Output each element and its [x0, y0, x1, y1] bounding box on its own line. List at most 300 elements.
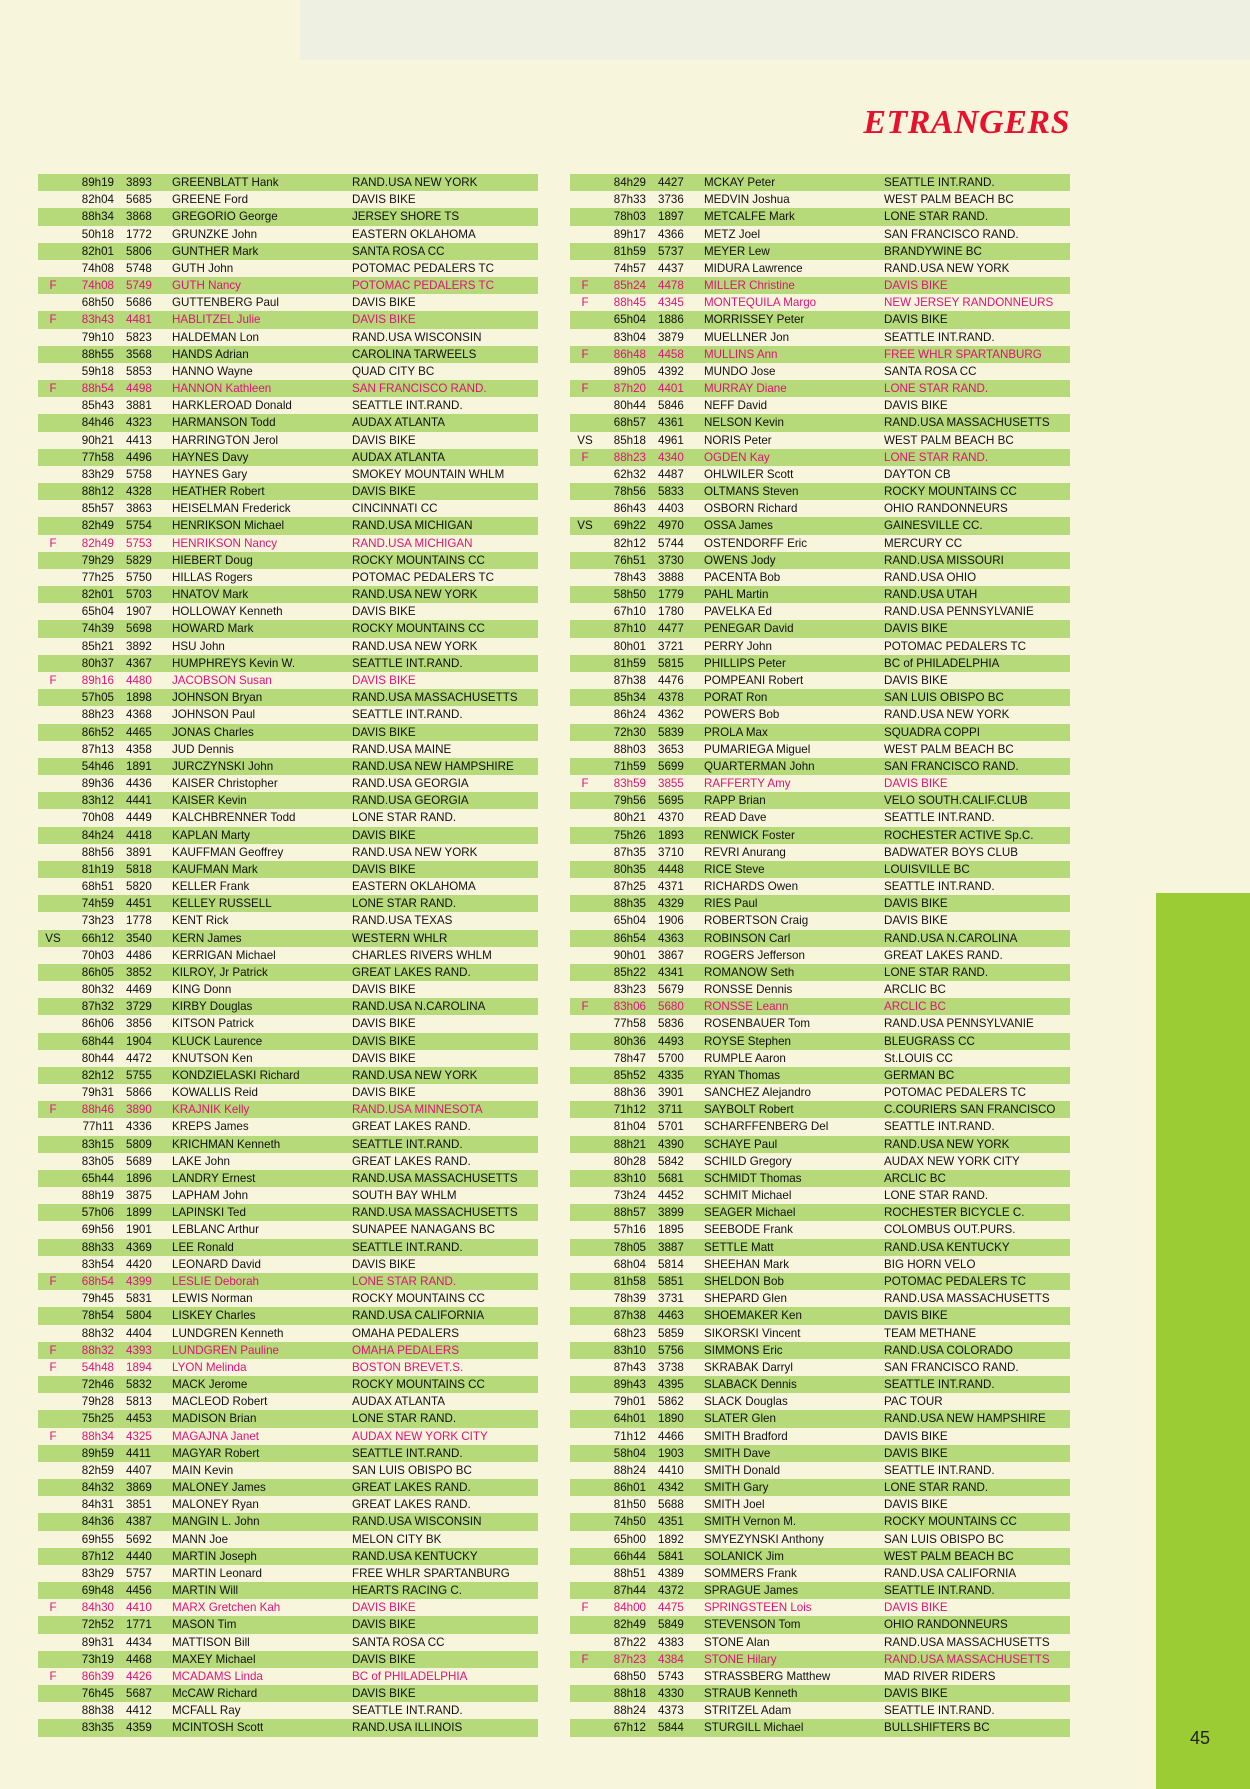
- finish-time: 78h05: [613, 1240, 646, 1254]
- table-row: [38, 260, 538, 277]
- finish-time: 72h52: [81, 1618, 114, 1632]
- club-name: SEATTLE INT.RAND.: [352, 656, 463, 670]
- club-name: SANTA ROSA CC: [352, 1635, 445, 1649]
- rider-name: LAPHAM John: [172, 1189, 249, 1203]
- rider-number: 5862: [658, 1395, 684, 1409]
- rider-name: MARTIN Will: [172, 1584, 239, 1598]
- club-name: RAND.USA MICHIGAN: [352, 519, 473, 533]
- rider-name: MALONEY James: [172, 1481, 266, 1495]
- table-row: [570, 1599, 1070, 1616]
- rider-number: 3875: [126, 1189, 152, 1203]
- finish-time: 85h18: [613, 433, 646, 447]
- table-row: [38, 792, 538, 809]
- club-name: GERMAN BC: [884, 1068, 955, 1082]
- club-name: RAND.USA CALIFORNIA: [352, 1309, 485, 1323]
- table-row: [570, 1582, 1070, 1599]
- club-name: SEATTLE INT.RAND.: [884, 330, 995, 344]
- table-row: [570, 775, 1070, 792]
- finish-time: 82h49: [81, 536, 114, 550]
- rider-number: 4336: [126, 1120, 152, 1134]
- rider-number: 4393: [126, 1343, 152, 1357]
- finish-time: 80h37: [81, 656, 114, 670]
- rider-number: 5688: [658, 1498, 684, 1512]
- rider-number: 4970: [658, 519, 684, 533]
- rider-name: HARMANSON Todd: [172, 416, 276, 430]
- category-flag: F: [49, 279, 57, 293]
- rider-number: 5809: [126, 1137, 152, 1151]
- rider-number: 3653: [658, 742, 684, 756]
- finish-time: 88h24: [613, 1704, 646, 1718]
- rider-number: 3721: [658, 639, 684, 653]
- finish-time: 69h48: [81, 1584, 114, 1598]
- rider-number: 4362: [658, 708, 684, 722]
- finish-time: 79h10: [81, 330, 114, 344]
- club-name: RAND.USA NEW HAMPSHIRE: [884, 1412, 1046, 1426]
- finish-time: 74h39: [81, 622, 114, 636]
- finish-time: 86h39: [81, 1669, 114, 1683]
- club-name: DAVIS BIKE: [352, 673, 416, 687]
- rider-name: RENWICK Foster: [704, 828, 795, 842]
- rider-number: 4371: [658, 880, 684, 894]
- club-name: RAND.USA GEORGIA: [352, 794, 469, 808]
- rider-number: 1895: [658, 1223, 684, 1237]
- club-name: CINCINNATI CC: [352, 502, 438, 516]
- finish-time: 86h54: [613, 931, 646, 945]
- club-name: SUNAPEE NANAGANS BC: [352, 1223, 496, 1237]
- club-name: RAND.USA COLORADO: [884, 1343, 1013, 1357]
- club-name: DAVIS BIKE: [352, 313, 416, 327]
- table-row: [38, 535, 538, 552]
- rider-name: STEVENSON Tom: [704, 1618, 801, 1632]
- table-row: [38, 517, 538, 534]
- rider-name: MCFALL Ray: [172, 1704, 241, 1718]
- rider-name: SANCHEZ Alejandro: [704, 1086, 811, 1100]
- rider-number: 1772: [126, 227, 152, 241]
- club-name: LOUISVILLE BC: [884, 862, 970, 876]
- rider-name: MCINTOSH Scott: [172, 1721, 264, 1735]
- rider-number: 4411: [126, 1446, 151, 1460]
- category-flag: F: [49, 673, 57, 687]
- rider-name: RICE Steve: [704, 862, 765, 876]
- rider-name: ROSENBAUER Tom: [704, 1017, 811, 1031]
- finish-time: 68h50: [81, 296, 114, 310]
- category-flag: F: [581, 347, 589, 361]
- finish-time: 69h55: [81, 1532, 114, 1546]
- rider-name: SHEPARD Glen: [704, 1292, 787, 1306]
- club-name: RAND.USA MASSACHUSETTS: [884, 1292, 1050, 1306]
- rider-number: 5681: [658, 1171, 684, 1185]
- finish-time: 58h04: [613, 1446, 646, 1460]
- table-row: [570, 569, 1070, 586]
- rider-number: 5829: [126, 553, 152, 567]
- table-row: [38, 1033, 538, 1050]
- rider-number: 3879: [658, 330, 684, 344]
- finish-time: 84h30: [81, 1601, 114, 1615]
- table-row: [570, 1187, 1070, 1204]
- rider-name: SLABACK Dennis: [704, 1378, 797, 1392]
- club-name: DAVIS BIKE: [352, 828, 416, 842]
- rider-number: 4486: [126, 948, 152, 962]
- club-name: AUDAX ATLANTA: [352, 1395, 445, 1409]
- rider-number: 4487: [658, 467, 684, 481]
- finish-time: 75h25: [81, 1412, 114, 1426]
- rider-number: 3891: [126, 845, 152, 859]
- table-row: [570, 1170, 1070, 1187]
- finish-time: 81h59: [613, 244, 646, 258]
- club-name: SMOKEY MOUNTAIN WHLM: [352, 467, 505, 481]
- finish-time: 83h06: [613, 1000, 646, 1014]
- club-name: DAVIS BIKE: [352, 1051, 416, 1065]
- club-name: AUDAX ATLANTA: [352, 416, 445, 430]
- finish-time: 68h23: [613, 1326, 646, 1340]
- rider-name: SMITH Dave: [704, 1446, 771, 1460]
- finish-time: 87h12: [81, 1549, 114, 1563]
- rider-number: 3856: [126, 1017, 152, 1031]
- finish-time: 68h04: [613, 1257, 646, 1271]
- table-row: [38, 226, 538, 243]
- rider-name: JURCZYNSKI John: [172, 759, 274, 773]
- rider-number: 5754: [126, 519, 152, 533]
- club-name: AUDAX ATLANTA: [352, 450, 445, 464]
- finish-time: 87h33: [613, 193, 646, 207]
- table-row: [570, 655, 1070, 672]
- table-row: [38, 1702, 538, 1719]
- table-row: [38, 964, 538, 981]
- rider-number: 4434: [126, 1635, 152, 1649]
- rider-number: 5844: [658, 1721, 684, 1735]
- club-name: ROCKY MOUNTAINS CC: [884, 485, 1017, 499]
- finish-time: 65h04: [613, 313, 646, 327]
- finish-time: 78h56: [613, 485, 646, 499]
- finish-time: 86h52: [81, 725, 114, 739]
- rider-name: KILROY, Jr Patrick: [172, 965, 268, 979]
- club-name: DAVIS BIKE: [352, 193, 416, 207]
- club-name: OHIO RANDONNEURS: [884, 1618, 1008, 1632]
- finish-time: 80h44: [613, 399, 646, 413]
- table-row: [570, 1513, 1070, 1530]
- club-name: RAND.USA CALIFORNIA: [884, 1566, 1017, 1580]
- finish-time: 86h05: [81, 965, 114, 979]
- rider-number: 4370: [658, 811, 684, 825]
- club-name: RAND.USA KENTUCKY: [352, 1549, 478, 1563]
- rider-name: McCAW Richard: [172, 1687, 258, 1701]
- finish-time: 89h16: [81, 673, 114, 687]
- rider-name: READ Dave: [704, 811, 767, 825]
- category-flag: F: [49, 1669, 57, 1683]
- rider-name: OWENS Jody: [704, 553, 776, 567]
- table-row: [38, 912, 538, 929]
- club-name: ROCKY MOUNTAINS CC: [352, 1292, 485, 1306]
- club-name: ROCKY MOUNTAINS CC: [884, 1515, 1017, 1529]
- table-row: [38, 363, 538, 380]
- rider-name: RIES Paul: [704, 897, 758, 911]
- finish-time: 86h06: [81, 1017, 114, 1031]
- rider-number: 3890: [126, 1103, 152, 1117]
- rider-number: 4361: [658, 416, 684, 430]
- finish-time: 71h59: [613, 759, 646, 773]
- club-name: BLEUGRASS CC: [884, 1034, 975, 1048]
- table-row: [38, 638, 538, 655]
- club-name: DAYTON CB: [884, 467, 951, 481]
- finish-time: 68h54: [81, 1275, 114, 1288]
- rider-name: SETTLE Matt: [704, 1240, 774, 1254]
- finish-time: 88h38: [81, 1704, 114, 1718]
- finish-time: 74h57: [613, 261, 646, 275]
- rider-name: RICHARDS Owen: [704, 880, 799, 894]
- table-row: [38, 380, 538, 397]
- club-name: SEATTLE INT.RAND.: [352, 1446, 463, 1460]
- finish-time: 87h44: [613, 1584, 646, 1598]
- table-row: [570, 930, 1070, 947]
- finish-time: 89h43: [613, 1378, 646, 1392]
- table-row: [570, 1462, 1070, 1479]
- rider-number: 4369: [126, 1240, 152, 1254]
- rider-number: 3868: [126, 210, 152, 224]
- rider-number: 4418: [126, 828, 152, 842]
- table-row: [570, 1084, 1070, 1101]
- table-row: [38, 329, 538, 346]
- table-row: [38, 1067, 538, 1084]
- table-row: [38, 1136, 538, 1153]
- category-flag: F: [581, 777, 589, 791]
- table-row: [38, 878, 538, 895]
- finish-time: 88h33: [81, 1240, 114, 1254]
- rider-number: 3710: [658, 845, 684, 859]
- finish-time: 84h29: [613, 176, 646, 189]
- rider-name: KENT Rick: [172, 914, 229, 928]
- finish-time: 71h12: [613, 1429, 646, 1443]
- rider-name: STONE Hilary: [704, 1652, 777, 1666]
- table-row: [38, 1582, 538, 1599]
- club-name: HEARTS RACING C.: [352, 1584, 462, 1598]
- rider-number: 4359: [126, 1721, 152, 1735]
- club-name: POTOMAC PEDALERS TC: [352, 279, 494, 293]
- club-name: SAN FRANCISCO RAND.: [884, 759, 1019, 773]
- finish-time: 82h01: [81, 244, 114, 258]
- category-flag: VS: [45, 931, 61, 945]
- rider-name: ROBERTSON Craig: [704, 914, 809, 928]
- club-name: LONE STAR RAND.: [884, 1189, 989, 1203]
- club-name: RAND.USA KENTUCKY: [884, 1240, 1010, 1254]
- rider-number: 3893: [126, 176, 152, 189]
- rider-number: 3730: [658, 553, 684, 567]
- rider-number: 5758: [126, 467, 152, 481]
- rider-number: 4389: [658, 1566, 684, 1580]
- club-name: RAND.USA UTAH: [884, 588, 978, 602]
- rider-name: MALONEY Ryan: [172, 1498, 259, 1512]
- finish-time: 90h21: [81, 433, 114, 447]
- rider-number: 4395: [658, 1378, 684, 1392]
- club-name: DAVIS BIKE: [352, 1086, 416, 1100]
- table-row: [38, 1118, 538, 1135]
- rider-name: HAYNES Davy: [172, 450, 249, 464]
- rider-number: 3881: [126, 399, 152, 413]
- rider-number: 4477: [658, 622, 684, 636]
- rider-name: SIKORSKI Vincent: [704, 1326, 801, 1340]
- rider-number: 3711: [658, 1103, 683, 1117]
- finish-time: 90h01: [613, 948, 646, 962]
- rider-name: SEEBODE Frank: [704, 1223, 793, 1237]
- club-name: ARCLIC BC: [884, 983, 946, 997]
- finish-time: 57h16: [613, 1223, 646, 1237]
- rider-number: 3738: [658, 1360, 684, 1374]
- rider-number: 4465: [126, 725, 152, 739]
- rider-name: GREENE Ford: [172, 193, 249, 207]
- table-row: [38, 1153, 538, 1170]
- rider-name: LEWIS Norman: [172, 1292, 253, 1306]
- rider-number: 5833: [658, 485, 684, 499]
- club-name: RAND.USA N.CAROLINA: [352, 1000, 486, 1014]
- finish-time: 68h50: [613, 1669, 646, 1683]
- rider-number: 5744: [658, 536, 684, 550]
- club-name: DAVIS BIKE: [352, 1257, 416, 1271]
- table-row: [38, 1307, 538, 1324]
- table-row: [38, 1393, 538, 1410]
- finish-time: 68h44: [81, 1034, 114, 1048]
- club-name: SEATTLE INT.RAND.: [352, 1704, 463, 1718]
- rider-number: 4481: [126, 313, 152, 327]
- finish-time: 80h32: [81, 983, 114, 997]
- table-row: [570, 672, 1070, 689]
- rider-number: 3887: [658, 1240, 684, 1254]
- rider-name: GREGORIO George: [172, 210, 278, 224]
- rider-name: LESLIE Deborah: [172, 1275, 260, 1288]
- rider-number: 3888: [658, 570, 684, 584]
- finish-time: 54h46: [81, 759, 114, 773]
- rider-number: 4498: [126, 382, 152, 396]
- finish-time: 80h36: [613, 1034, 646, 1048]
- rider-name: SMITH Gary: [704, 1481, 769, 1495]
- rider-number: 5750: [126, 570, 152, 584]
- rider-name: MARTIN Leonard: [172, 1566, 262, 1580]
- rider-name: LAPINSKI Ted: [172, 1206, 246, 1220]
- club-name: AUDAX NEW YORK CITY: [884, 1154, 1020, 1168]
- rider-name: ROYSE Stephen: [704, 1034, 792, 1048]
- finish-time: 73h19: [81, 1652, 114, 1666]
- table-row: [570, 1015, 1070, 1032]
- table-row: [38, 741, 538, 758]
- club-name: SEATTLE INT.RAND.: [884, 880, 995, 894]
- rider-number: 5818: [126, 862, 152, 876]
- rider-name: GUTTENBERG Paul: [172, 296, 279, 310]
- club-name: CAROLINA TARWEELS: [352, 347, 477, 361]
- category-flag: F: [49, 1343, 57, 1357]
- finish-time: 87h22: [613, 1635, 646, 1649]
- finish-time: 78h54: [81, 1309, 114, 1323]
- table-row: [570, 1668, 1070, 1685]
- table-row: [38, 1204, 538, 1221]
- finish-time: 74h59: [81, 897, 114, 911]
- table-row: [570, 861, 1070, 878]
- table-row: [570, 243, 1070, 260]
- rider-number: 5853: [126, 364, 152, 378]
- table-row: [38, 191, 538, 208]
- rider-name: MAIN Kevin: [172, 1463, 234, 1477]
- table-row: [38, 981, 538, 998]
- rider-number: 5698: [126, 622, 152, 636]
- table-row: [38, 346, 538, 363]
- rider-number: 4323: [126, 416, 152, 430]
- finish-time: 85h34: [613, 691, 646, 705]
- rider-number: 4330: [658, 1687, 684, 1701]
- rider-name: MONTEQUILA Margo: [704, 296, 817, 310]
- rider-name: MIDURA Lawrence: [704, 261, 803, 275]
- category-flag: F: [581, 1000, 589, 1014]
- rider-name: SMITH Bradford: [704, 1429, 788, 1443]
- rider-number: 5831: [126, 1292, 152, 1306]
- club-name: RAND.USA MASSACHUSETTS: [352, 1171, 518, 1185]
- rider-number: 4329: [658, 897, 684, 911]
- rider-name: MURRAY Diane: [704, 382, 787, 396]
- rider-name: GREENBLATT Hank: [172, 176, 279, 189]
- rider-number: 4401: [658, 382, 684, 396]
- category-flag: F: [49, 1275, 57, 1288]
- table-row: [38, 603, 538, 620]
- finish-time: 88h32: [81, 1326, 114, 1340]
- finish-time: 88h03: [613, 742, 646, 756]
- rider-name: HIEBERT Doug: [172, 553, 253, 567]
- table-row: [570, 981, 1070, 998]
- rider-number: 1906: [658, 914, 684, 928]
- category-flag: F: [49, 1360, 57, 1374]
- rider-name: MEDVIN Joshua: [704, 193, 790, 207]
- club-name: LONE STAR RAND.: [352, 1412, 457, 1426]
- finish-time: 88h36: [613, 1086, 646, 1100]
- rider-name: MARTIN Joseph: [172, 1549, 257, 1563]
- table-row: [570, 1445, 1070, 1462]
- rider-name: JACOBSON Susan: [172, 673, 272, 687]
- club-name: DAVIS BIKE: [352, 1601, 416, 1615]
- club-name: GREAT LAKES RAND.: [352, 1120, 471, 1134]
- club-name: LONE STAR RAND.: [884, 450, 989, 464]
- table-row: [38, 1634, 538, 1651]
- rider-name: MORRISSEY Peter: [704, 313, 805, 327]
- rider-name: PAVELKA Ed: [704, 605, 772, 619]
- rider-name: PORAT Ron: [704, 691, 768, 705]
- table-row: [570, 620, 1070, 637]
- club-name: MERCURY CC: [884, 536, 963, 550]
- table-row: [570, 552, 1070, 569]
- club-name: DAVIS BIKE: [884, 1446, 948, 1460]
- finish-time: 78h43: [613, 570, 646, 584]
- rider-number: 3852: [126, 965, 152, 979]
- rider-name: HENRIKSON Nancy: [172, 536, 278, 550]
- rider-name: ROMANOW Seth: [704, 965, 795, 979]
- rider-name: HOWARD Mark: [172, 622, 254, 636]
- rider-name: NORIS Peter: [704, 433, 772, 447]
- table-row: [38, 1565, 538, 1582]
- finish-time: 88h56: [81, 845, 114, 859]
- rider-name: JONAS Charles: [172, 725, 254, 739]
- rider-name: ROBINSON Carl: [704, 931, 791, 945]
- finish-time: 87h23: [613, 1652, 646, 1666]
- rider-name: KNUTSON Ken: [172, 1051, 253, 1065]
- rider-number: 4476: [658, 673, 684, 687]
- rider-number: 5804: [126, 1309, 152, 1323]
- category-flag: F: [581, 1601, 589, 1615]
- table-row: [38, 758, 538, 775]
- rider-name: MACLEOD Robert: [172, 1395, 268, 1409]
- finish-time: 67h10: [613, 605, 646, 619]
- finish-time: 82h04: [81, 193, 114, 207]
- rider-number: 3731: [658, 1292, 684, 1306]
- rider-name: HUMPHREYS Kevin W.: [172, 656, 296, 670]
- club-name: WEST PALM BEACH BC: [884, 742, 1014, 756]
- table-row: [570, 294, 1070, 311]
- table-row: [570, 724, 1070, 741]
- club-name: LONE STAR RAND.: [884, 382, 989, 396]
- finish-time: 88h32: [81, 1343, 114, 1357]
